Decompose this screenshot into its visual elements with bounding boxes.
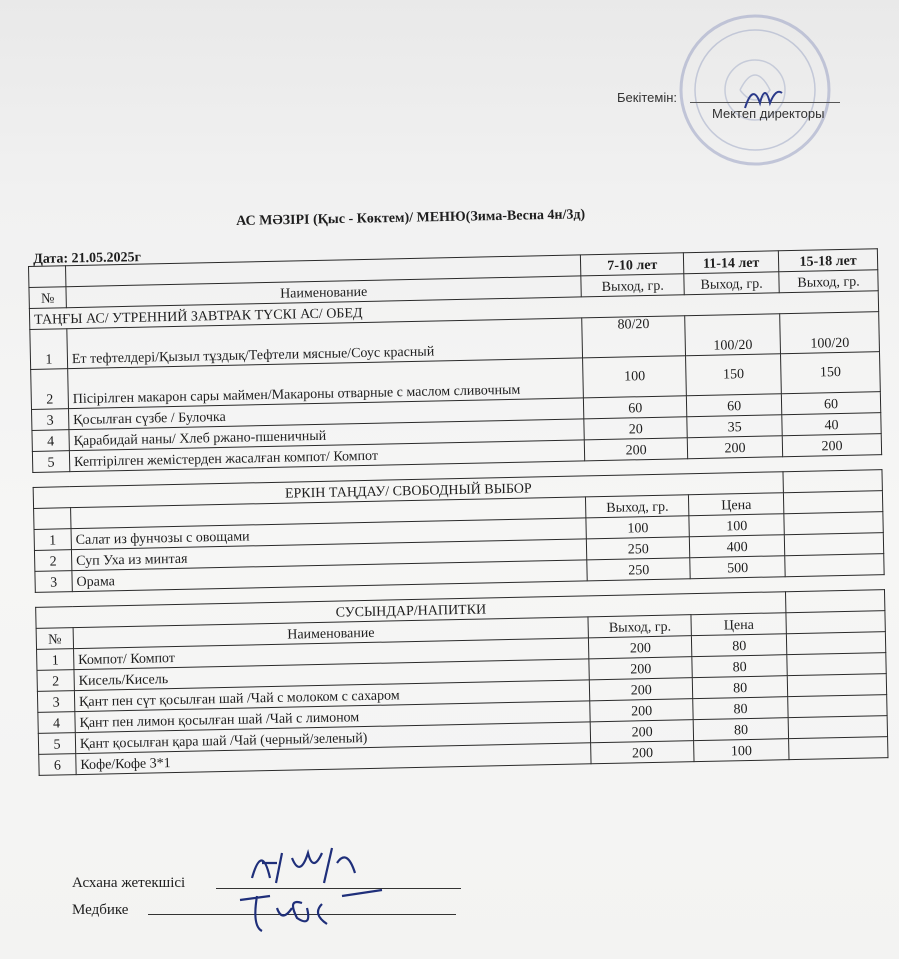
drink-name: Кисель/Кисель xyxy=(74,659,590,691)
drink-name: Қант пен сүт қосылған шай /Чай с молоком с сахаром xyxy=(74,680,590,712)
drinks-header: СУСЫНДАР/НАПИТКИ xyxy=(36,592,786,629)
drink-yield: 200 xyxy=(590,678,693,701)
approval-label: Бекітемін: xyxy=(617,90,677,105)
drink-name: Қант қосылған қара шай /Чай (черный/зеленый) xyxy=(75,722,591,754)
row-number: 3 xyxy=(37,691,74,713)
row-number: 2 xyxy=(34,550,71,572)
dish-yield: 250 xyxy=(587,558,690,581)
dish-yield: 100/20 xyxy=(685,314,781,356)
dish-yield: 200 xyxy=(782,434,881,457)
dish-yield: 250 xyxy=(587,537,690,560)
dish-name: Орама xyxy=(72,560,588,592)
dish-price: 400 xyxy=(690,535,785,558)
row-number: 1 xyxy=(34,529,71,551)
dish-yield: 60 xyxy=(687,394,782,417)
number-header: № xyxy=(29,287,66,309)
dish-yield: 100 xyxy=(583,356,687,398)
chef-label: Асхана жетекшісі xyxy=(72,875,186,891)
free-choice-table xyxy=(33,469,885,593)
dish-name: Салат из фунчозы с овощами xyxy=(71,518,587,550)
number-header: № xyxy=(36,628,73,650)
age-group-header: 11-14 лет xyxy=(684,251,779,274)
row-number: 3 xyxy=(32,409,69,431)
row-number: 2 xyxy=(31,369,69,410)
dish-yield: 35 xyxy=(687,415,782,438)
dish-name: Қосылған сүзбе / Булочка xyxy=(68,398,584,430)
main-menu-table xyxy=(28,248,882,473)
price-header: Цена xyxy=(689,493,784,516)
dish-name: Суп Уха из минтая xyxy=(71,539,587,571)
menu-date: Дата: 21.05.2025г xyxy=(33,250,142,267)
drink-yield: 200 xyxy=(589,657,692,680)
yield-header: Выход, гр. xyxy=(588,615,691,638)
drink-yield: 200 xyxy=(590,699,693,722)
free-choice-header: ЕРКІН ТАҢДАУ/ СВОБОДНЫЙ ВЫБОР xyxy=(33,472,783,509)
drink-price: 80 xyxy=(693,697,788,720)
dish-yield: 100/20 xyxy=(780,312,880,354)
drink-price: 80 xyxy=(692,634,787,657)
drink-yield: 200 xyxy=(591,741,694,764)
row-number: 3 xyxy=(35,571,72,593)
dish-yield: 40 xyxy=(782,413,881,436)
dish-name: Қарабидай наны/ Хлеб ржано-пшеничный xyxy=(69,419,585,451)
drink-name: Кофе/Кофе 3*1 xyxy=(76,743,592,775)
row-number: 6 xyxy=(39,754,76,776)
director-label: Мектеп директоры xyxy=(712,106,825,121)
row-number: 1 xyxy=(37,649,74,671)
yield-header: Выход, гр. xyxy=(684,272,779,295)
handwritten-signatures xyxy=(232,838,392,938)
dish-yield: 100 xyxy=(586,516,689,539)
price-header: Цена xyxy=(691,613,786,636)
menu-sheet xyxy=(28,248,888,776)
dish-price: 100 xyxy=(689,514,784,537)
drink-price: 80 xyxy=(693,718,788,741)
dish-yield: 60 xyxy=(781,392,880,415)
drink-price: 80 xyxy=(692,676,787,699)
row-number: 5 xyxy=(32,451,69,473)
drink-price: 100 xyxy=(694,739,789,762)
age-group-header: 7-10 лет xyxy=(581,253,684,276)
yield-header: Выход, гр. xyxy=(779,270,878,293)
name-header: Наименование xyxy=(73,617,589,649)
dish-price: 500 xyxy=(690,556,785,579)
yield-header: Выход, гр. xyxy=(586,495,689,518)
dish-yield: 150 xyxy=(686,354,782,396)
row-number: 4 xyxy=(38,712,75,734)
row-number: 4 xyxy=(32,430,69,452)
nurse-label: Медбике xyxy=(72,902,129,918)
drink-name: Қант пен лимон қосылған шай /Чай с лимоном xyxy=(75,701,591,733)
name-header: Наименование xyxy=(66,276,582,308)
drink-yield: 200 xyxy=(589,636,692,659)
row-number: 5 xyxy=(38,733,75,755)
drinks-table xyxy=(35,589,888,776)
row-number: 2 xyxy=(37,670,74,692)
dish-yield: 20 xyxy=(584,417,687,440)
page-title: АС МӘЗІРІ (Қыс - Көктем)/ МЕНЮ(Зима-Весна 4н/3д) xyxy=(236,207,586,229)
yield-header: Выход, гр. xyxy=(581,274,684,297)
dish-yield: 80/20 xyxy=(582,316,686,358)
meal-section-header: ТАҢҒЫ АС/ УТРЕННИЙ ЗАВТРАК ТҮСКІ АС/ ОБЕД xyxy=(29,291,878,330)
dish-yield: 200 xyxy=(584,438,687,461)
age-group-header: 15-18 лет xyxy=(778,249,877,272)
dish-yield: 150 xyxy=(781,352,881,394)
drink-name: Компот/ Компот xyxy=(73,638,589,670)
dish-yield: 200 xyxy=(687,436,782,459)
dish-name: Кептірілген жемістерден жасалған компот/ Компот xyxy=(69,440,585,472)
dish-yield: 60 xyxy=(584,396,687,419)
row-number: 1 xyxy=(30,329,68,370)
dish-name: Ет тефтелдері/Қызыл тұздық/Тефтели мясные/Соус красный xyxy=(67,318,583,369)
drink-price: 80 xyxy=(692,655,787,678)
drink-yield: 200 xyxy=(590,720,693,743)
dish-name: Пісірілген макарон сары маймен/Макароны отварные с маслом сливочным xyxy=(68,358,584,409)
